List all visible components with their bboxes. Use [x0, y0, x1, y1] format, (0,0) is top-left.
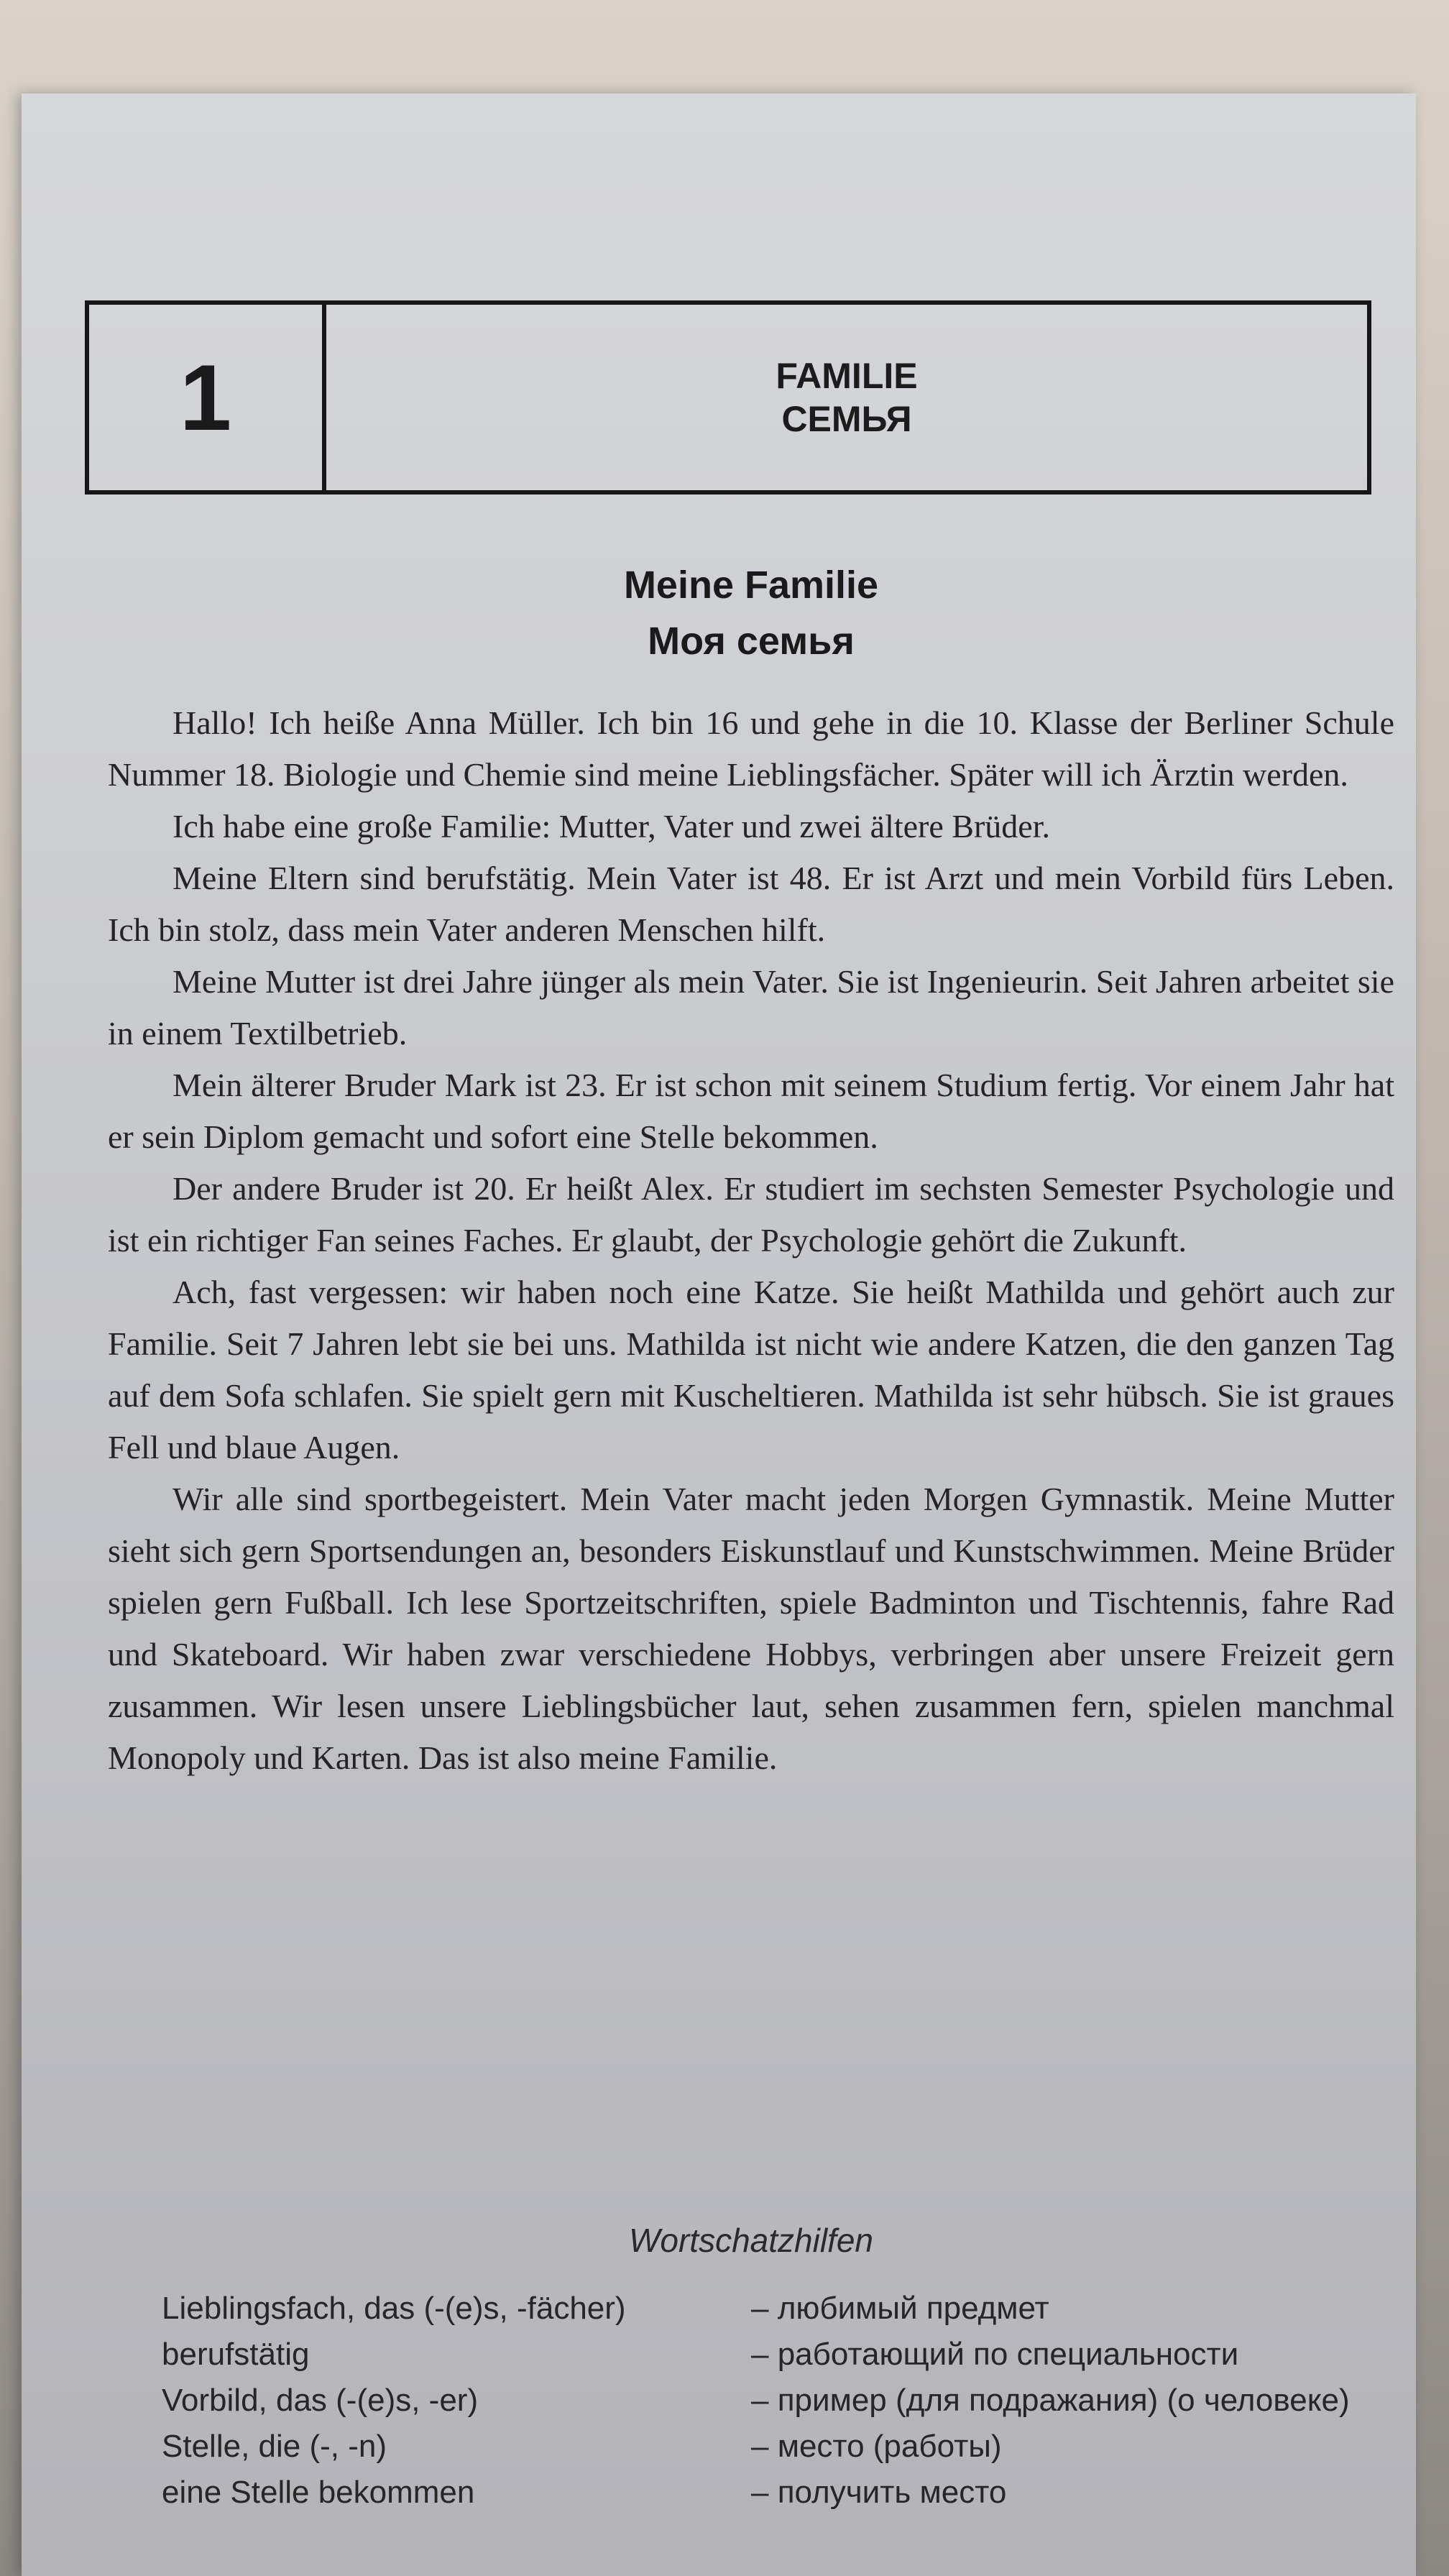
chapter-number: 1 [89, 305, 326, 490]
paragraph: Ich habe eine große Familie: Mutter, Vater und zwei ältere Brüder. [172, 808, 1050, 845]
vocabulary-entry [162, 2332, 1434, 2378]
chapter-header [85, 300, 1371, 494]
vocabulary-term: eine Stelle bekommen [162, 2475, 475, 2510]
paragraph: Meine Mutter ist drei Jahre jünger als mein Vater. Sie ist Ingenieurin. Seit Jahren arbeitet sie in einem Textilbetrieb. [108, 963, 1394, 1052]
paragraph: Ach, fast vergessen: wir haben noch eine Katze. Sie heißt Mathilda und gehört auch zur Familie. Seit 7 Jahren lebt sie bei uns. Mathilda ist nicht wie andere Katzen, die den ganzen Tag auf dem Sofa schlafen. Sie spielt gern mit Kuscheltieren. Mathilda ist sehr hübsch. Sie ist graues Fell und blaue Augen. [108, 1274, 1394, 1466]
vocabulary-term: Vorbild, das (-(e)s, -er) [162, 2383, 479, 2418]
vocabulary-translation: – пример (для подражания) (о человеке) [751, 2383, 1350, 2418]
vocabulary-list [162, 2286, 1434, 2516]
vocabulary-translation: – любимый предмет [751, 2291, 1049, 2326]
vocabulary-term: Lieblingsfach, das (-(e)s, -fächer) [162, 2291, 626, 2326]
vocabulary-entry [162, 2378, 1434, 2424]
chapter-title [326, 305, 1367, 490]
vocabulary-entry [162, 2286, 1434, 2332]
paragraph: Der andere Bruder ist 20. Er heißt Alex. Er studiert im sechsten Semester Psychologie und ist ein richtiger Fan seines Faches. Er glaubt, der Psychologie gehört die Zukunft. [108, 1170, 1394, 1259]
main-text [108, 697, 1394, 1784]
paragraph: Hallo! Ich heiße Anna Müller. Ich bin 16 und gehe in die 10. Klasse der Berliner Schule Nummer 18. Biologie und Chemie sind meine Lieblingsfächer. Später will ich Ärztin werden. [108, 704, 1394, 793]
paragraph: Meine Eltern sind berufstätig. Mein Vater ist 48. Er ist Arzt und mein Vorbild fürs Leben. Ich bin stolz, dass mein Vater anderen Menschen hilft. [108, 860, 1394, 948]
vocabulary-entry [162, 2470, 1434, 2516]
vocabulary-term: Stelle, die (-, -n) [162, 2429, 387, 2464]
vocabulary-translation: – получить место [751, 2475, 1007, 2510]
chapter-title-de: FAMILIE [776, 356, 918, 396]
vocabulary-translation: – место (работы) [751, 2429, 1002, 2464]
vocabulary-title: Wortschatzhilfen [628, 2222, 873, 2259]
vocabulary-entry [162, 2424, 1434, 2470]
vocabulary-term: berufstätig [162, 2337, 310, 2372]
chapter-title-ru: СЕМЬЯ [781, 399, 912, 439]
paragraph: Wir alle sind sportbegeistert. Mein Vater macht jeden Morgen Gymnastik. Meine Mutter sieht sich gern Sportsendungen an, besonders Eiskunstlauf und Kunstschwimmen. Meine Brüder spielen gern Fußball. Ich lese Sportzeitschriften, spiele Badminton und Tischtennis, fahre Rad und Skateboard. Wir haben zwar verschiedene Hobbys, verbringen aber unsere Freizeit gern zusammen. Wir lesen unsere Lieblingsbücher laut, sehen zusammen fern, spielen manchmal Monopoly und Karten. Das ist also meine Familie. [108, 1481, 1394, 1776]
vocabulary-translation: – работающий по специальности [751, 2337, 1239, 2372]
paragraph: Mein älterer Bruder Mark ist 23. Er ist schon mit seinem Studium fertig. Vor einem Jahr hat er sein Diplom gemacht und sofort eine Stelle bekommen. [108, 1067, 1394, 1155]
text-heading [108, 557, 1394, 669]
book-page [22, 93, 1416, 2576]
heading-de: Meine Familie [623, 564, 879, 607]
heading-ru: Моя семья [648, 620, 855, 663]
